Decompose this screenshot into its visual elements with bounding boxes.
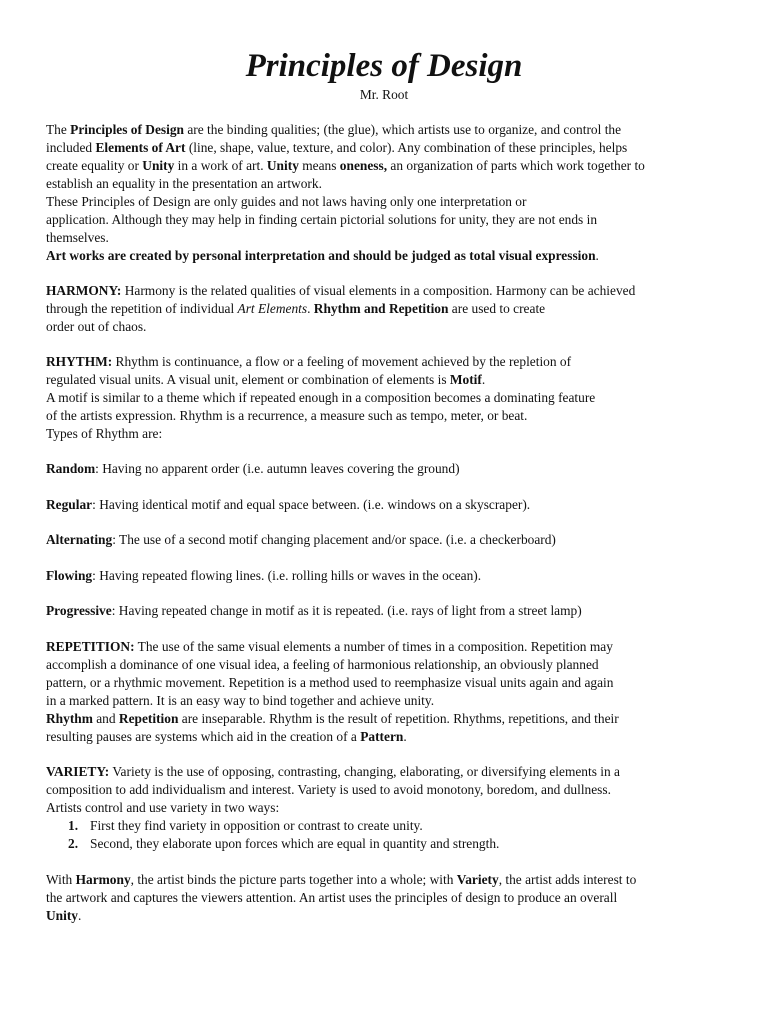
- section-heading: REPETITION:: [46, 639, 135, 654]
- text-line: [46, 602, 736, 620]
- text-run: : Having repeated flowing lines. (i.e. rolling hills or waves in the ocean).: [92, 568, 482, 583]
- text-line: [46, 371, 736, 389]
- text-line: [46, 247, 736, 265]
- text-line: [46, 531, 736, 549]
- text-run: .: [481, 372, 486, 387]
- text-run: .: [307, 301, 314, 316]
- text-line: [46, 763, 736, 781]
- rhythm-type-alternating: [46, 531, 736, 549]
- bold-term: Pattern: [360, 729, 404, 744]
- text-line: Artists control and use variety in two ways:: [46, 800, 280, 815]
- text-run: are inseparable. Rhythm is the result of repetition. Rhythms, repetitions, and their: [178, 711, 619, 726]
- bold-term: Rhythm and Repetition: [313, 301, 449, 316]
- section-heading: HARMONY:: [46, 283, 122, 298]
- text-line: accomplish a dominance of one visual idea, a feeling of harmonious relationship, an obviously planned: [46, 657, 599, 672]
- text-run: Variety is the use of opposing, contrasting, changing, elaborating, or diversifying elements in a: [109, 764, 620, 779]
- rhythm-paragraph: [46, 353, 736, 443]
- bold-term: Random: [46, 461, 96, 476]
- text-run: .: [595, 248, 599, 263]
- list-number: 1.: [68, 818, 79, 833]
- list-item-text: First they find variety in opposition or contrast to create unity.: [90, 818, 423, 833]
- text-line: the artwork and captures the viewers attention. An artist uses the principles of design to produce an overall: [46, 890, 618, 905]
- bold-term: Regular: [46, 497, 93, 512]
- text-run: : Having repeated change in motif as it is repeated. (i.e. rays of light from a street lamp): [111, 603, 582, 618]
- text-run: create equality or: [46, 158, 143, 173]
- text-run: (line, shape, value, texture, and color). Any combination of these principles, helps: [185, 140, 628, 155]
- bold-statement: Art works are created by personal interpretation and should be judged as total visual expression: [46, 248, 596, 263]
- text-line: pattern, or a rhythmic movement. Repetition is a method used to reemphasize visual units again and again: [46, 675, 614, 690]
- text-run: The: [46, 122, 71, 137]
- bold-term: oneness,: [339, 158, 388, 173]
- text-run: : The use of a second motif changing placement and/or space. (i.e. a checkerboard): [112, 532, 556, 547]
- section-heading: VARIETY:: [46, 764, 110, 779]
- text-line: composition to add individualism and interest. Variety is used to avoid monotony, boredom, and dullness.: [46, 782, 611, 797]
- text-run: are the binding qualities; (the glue), which artists use to organize, and control the: [184, 122, 622, 137]
- variety-paragraph: [46, 763, 736, 853]
- text-line: [46, 353, 736, 371]
- harmony-paragraph: [46, 282, 736, 336]
- bold-term: Motif: [449, 372, 482, 387]
- bold-term: Progressive: [46, 603, 112, 618]
- bold-term: Flowing: [46, 568, 93, 583]
- text-run: an organization of parts which work together to: [387, 158, 645, 173]
- bold-term: Principles of Design: [70, 122, 184, 137]
- text-line: [46, 710, 736, 728]
- bold-term: Repetition: [118, 711, 179, 726]
- text-line: order out of chaos.: [46, 319, 147, 334]
- text-line: Types of Rhythm are:: [46, 426, 163, 441]
- text-line: application. Although they may help in finding certain pictorial solutions for unity, they are not ends in: [46, 212, 598, 227]
- text-line: [46, 121, 736, 139]
- text-line: A motif is similar to a theme which if repeated enough in a composition becomes a dominating feature: [46, 390, 596, 405]
- text-run: included: [46, 140, 96, 155]
- text-line: These Principles of Design are only guides and not laws having only one interpretation or: [46, 194, 527, 209]
- bold-term: Unity: [266, 158, 299, 173]
- text-line: establish an equality in the presentation an artwork.: [46, 176, 322, 191]
- bold-term: Rhythm: [46, 711, 93, 726]
- text-run: : Having no apparent order (i.e. autumn leaves covering the ground): [95, 461, 460, 476]
- bold-term: Harmony: [75, 872, 131, 887]
- bold-term: Variety: [456, 872, 499, 887]
- list-number: 2.: [68, 836, 79, 851]
- text-line: [46, 139, 736, 157]
- text-run: The use of the same visual elements a number of times in a composition. Repetition may: [134, 639, 613, 654]
- text-line: [46, 871, 736, 889]
- text-run: .: [403, 729, 407, 744]
- text-run: are used to create: [448, 301, 546, 316]
- text-line: [46, 728, 736, 746]
- section-heading: RHYTHM:: [46, 354, 113, 369]
- text-run: in a work of art.: [174, 158, 267, 173]
- text-line: [46, 567, 736, 585]
- closing-paragraph: [46, 871, 736, 925]
- text-run: , the artist adds interest to: [498, 872, 637, 887]
- text-line: [46, 300, 736, 318]
- rhythm-type-regular: [46, 496, 736, 514]
- list-item: [46, 817, 736, 835]
- text-line: of the artists expression. Rhythm is a recurrence, a measure such as tempo, meter, or beat.: [46, 408, 528, 423]
- text-run: Rhythm is continuance, a flow or a feeling of movement achieved by the repletion of: [112, 354, 572, 369]
- text-run: With: [46, 872, 76, 887]
- intro-paragraph: [46, 121, 736, 265]
- text-run: Harmony is the related qualities of visual elements in a composition. Harmony can be achieved: [121, 283, 636, 298]
- text-line: [46, 907, 736, 925]
- text-line: [46, 282, 736, 300]
- bold-term: Elements of Art: [95, 140, 186, 155]
- rhythm-type-progressive: [46, 602, 736, 620]
- bold-term: Unity: [46, 908, 78, 923]
- text-line: [46, 496, 736, 514]
- page-title: Principles of Design: [245, 48, 523, 84]
- text-line: [46, 157, 736, 175]
- author-name: Mr. Root: [359, 87, 409, 102]
- rhythm-type-random: [46, 460, 736, 478]
- rhythm-type-flowing: [46, 567, 736, 585]
- bold-term: Alternating: [46, 532, 113, 547]
- list-item: [46, 835, 736, 853]
- bold-term: Unity: [142, 158, 175, 173]
- text-run: : Having identical motif and equal space between. (i.e. windows on a skyscraper).: [92, 497, 531, 512]
- text-run: regulated visual units. A visual unit, element or combination of elements is: [46, 372, 450, 387]
- text-run: .: [78, 908, 82, 923]
- text-line: in a marked pattern. It is an easy way to bind together and achieve unity.: [46, 693, 435, 708]
- text-line: [46, 638, 736, 656]
- repetition-paragraph: [46, 638, 736, 746]
- text-run: , the artist binds the picture parts together into a whole; with: [130, 872, 457, 887]
- text-run: and: [92, 711, 119, 726]
- text-line: themselves.: [46, 230, 109, 245]
- text-run: means: [298, 158, 340, 173]
- text-line: [46, 460, 736, 478]
- list-item-text: Second, they elaborate upon forces which are equal in quantity and strength.: [90, 836, 500, 851]
- italic-term: Art Elements: [237, 301, 308, 316]
- text-run: resulting pauses are systems which aid in the creation of a: [46, 729, 361, 744]
- text-run: through the repetition of individual: [46, 301, 238, 316]
